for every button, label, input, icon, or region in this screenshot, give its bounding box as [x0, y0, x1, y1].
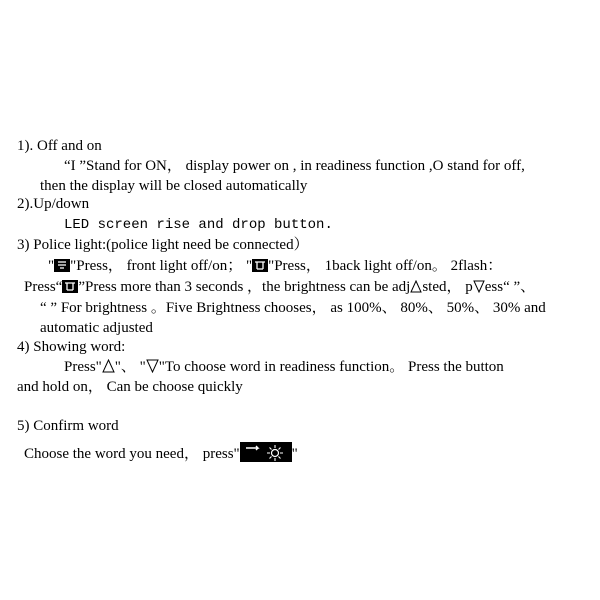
front-light-icon [54, 259, 70, 272]
text: "Press， 1back light off/on。 2flash： [268, 258, 503, 274]
section-1-heading: 1). Off and on [17, 138, 102, 154]
down-triangle-icon [146, 359, 159, 373]
section-5-heading: 5) Confirm word [17, 418, 119, 434]
section-1-line-2: then the display will be closed automatically [40, 178, 308, 194]
section-4-line-2: and hold on， Can be choose quickly [17, 379, 243, 395]
text: ess“ ”、 [484, 279, 536, 295]
up-triangle-icon [410, 280, 422, 293]
section-3-line-4: automatic adjusted [40, 320, 153, 336]
brightness-button-icon [62, 280, 78, 293]
section-5-line-1 [24, 442, 298, 463]
down-triangle-icon [473, 280, 485, 293]
section-2-line-1: LED screen rise and drop button. [64, 217, 333, 233]
text: " [48, 258, 55, 274]
text: Press" [64, 359, 102, 375]
section-3-line-1 [48, 257, 502, 275]
back-light-icon [252, 259, 268, 272]
section-3-heading: 3) Police light:(police light need be connected） [17, 237, 309, 253]
text: " [291, 446, 298, 462]
text: ”Press more than 3 seconds ，the brightness can be adj [78, 279, 411, 295]
section-4-line-1 [64, 358, 504, 376]
up-triangle-icon [102, 359, 115, 373]
text: Choose the word you need， press" [24, 446, 240, 462]
section-2-heading: 2).Up/down [17, 196, 90, 212]
section-3-line-2 [24, 278, 535, 296]
text: Press“ [24, 279, 63, 295]
section-1-line-1: “I ”Stand for ON， display power on , in readiness function ,O stand for off, [64, 158, 525, 174]
section-4-heading: 4) Showing word: [17, 339, 126, 355]
text: "、 " [114, 359, 146, 375]
text: sted， p [422, 279, 473, 295]
text: "Press， front light off/on； " [70, 258, 253, 274]
confirm-sun-icon [240, 442, 292, 462]
text: "To choose word in readiness function。 Press the button [158, 359, 504, 375]
section-3-line-3: “ ” For brightness 。Five Brightness chooses， as 100%、 80%、 50%、 30% and [40, 300, 546, 316]
